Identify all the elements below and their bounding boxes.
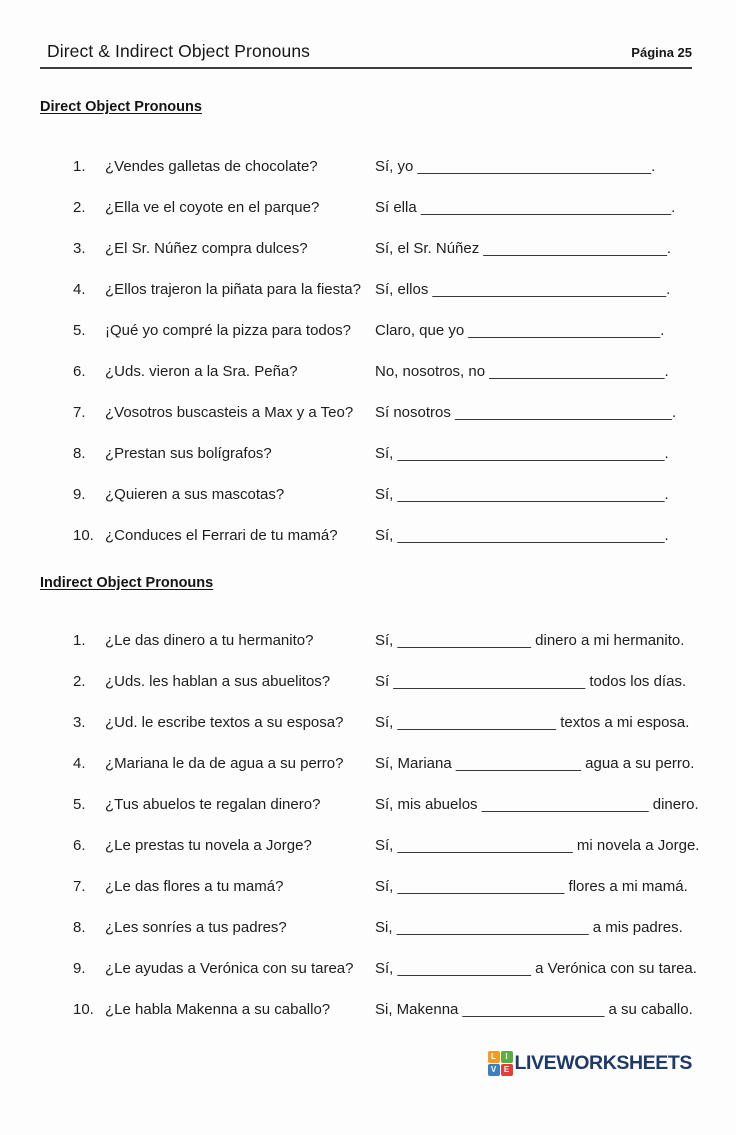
answer-text bbox=[375, 838, 699, 855]
answer-suffix: a su caballo. bbox=[604, 1000, 693, 1018]
item-number: 7. bbox=[73, 877, 86, 895]
exercise-row bbox=[40, 446, 692, 463]
answer-suffix: dinero a mi hermanito. bbox=[531, 631, 685, 649]
item-number: 6. bbox=[73, 836, 86, 854]
logo-tile: L bbox=[488, 1051, 500, 1063]
answer-suffix: a Verónica con su tarea. bbox=[531, 959, 697, 977]
question-text: ¿Ellos trajeron la piñata para la fiesta? bbox=[105, 281, 361, 298]
answer-prefix: Sí, bbox=[375, 631, 398, 649]
answer-text bbox=[375, 282, 692, 299]
exercise-row bbox=[40, 920, 692, 937]
item-number: 1. bbox=[73, 158, 86, 175]
item-number: 3. bbox=[73, 713, 86, 731]
liveworksheets-logo[interactable] bbox=[488, 1051, 693, 1076]
answer-text bbox=[375, 1002, 693, 1019]
page-number-label: Página 25 bbox=[631, 45, 692, 60]
answer-text bbox=[375, 715, 692, 732]
section-heading-direct: Direct Object Pronouns bbox=[40, 99, 202, 115]
answer-text bbox=[375, 961, 697, 978]
question-text: ¿Ud. le escribe textos a su esposa? bbox=[105, 713, 344, 731]
question-text: ¿Le das flores a tu mamá? bbox=[105, 877, 284, 895]
answer-blank[interactable]: _______________ bbox=[455, 754, 582, 772]
answer-text bbox=[375, 879, 692, 896]
answer-suffix: . bbox=[660, 322, 665, 339]
answer-blank[interactable]: ____________________________ bbox=[417, 158, 652, 175]
indirect-exercise-list bbox=[40, 631, 700, 1019]
liveworksheets-logo-icon bbox=[488, 1051, 513, 1076]
exercise-row bbox=[40, 405, 692, 422]
answer-blank[interactable]: ______________________________ bbox=[420, 199, 672, 216]
answer-text bbox=[375, 405, 692, 422]
answer-suffix: . bbox=[671, 199, 676, 216]
question-text: ¿Tus abuelos te regalan dinero? bbox=[105, 795, 321, 813]
item-number: 10. bbox=[73, 527, 94, 544]
answer-text bbox=[375, 446, 692, 463]
answer-blank[interactable]: ____________________ bbox=[397, 877, 565, 895]
answer-text bbox=[375, 528, 692, 545]
answer-text bbox=[375, 323, 692, 340]
question-text: ¿Ella ve el coyote en el parque? bbox=[105, 199, 320, 216]
question-text: ¡Qué yo compré la pizza para todos? bbox=[105, 322, 351, 339]
item-number: 5. bbox=[73, 322, 86, 339]
section-heading-indirect: Indirect Object Pronouns bbox=[40, 574, 214, 591]
answer-text bbox=[375, 364, 692, 381]
answer-suffix: . bbox=[666, 240, 672, 257]
item-number: 2. bbox=[73, 672, 86, 690]
answer-text bbox=[375, 674, 692, 691]
question-text: ¿Vosotros buscasteis a Max y a Teo? bbox=[105, 404, 354, 421]
item-number: 4. bbox=[73, 281, 86, 298]
answer-blank[interactable]: ____________________ bbox=[481, 795, 649, 813]
logo-tile: I bbox=[501, 1051, 513, 1063]
item-number: 8. bbox=[73, 445, 86, 462]
exercise-row bbox=[40, 754, 695, 773]
exercise-row bbox=[40, 323, 692, 340]
answer-prefix: Sí, bbox=[375, 836, 398, 854]
answer-prefix: Sí, bbox=[375, 527, 398, 544]
item-number: 4. bbox=[73, 754, 86, 772]
item-number: 6. bbox=[73, 363, 86, 380]
answer-blank[interactable]: __________________________ bbox=[455, 404, 672, 421]
page-header bbox=[40, 42, 692, 69]
answer-prefix: Sí, bbox=[375, 959, 398, 977]
question-text: ¿Vendes galletas de chocolate? bbox=[105, 158, 318, 175]
question-text: ¿Le das dinero a tu hermanito? bbox=[105, 631, 314, 649]
exercise-row bbox=[40, 836, 700, 855]
answer-blank[interactable]: ________________________________ bbox=[397, 486, 665, 503]
answer-prefix: Sí ella bbox=[375, 199, 421, 216]
exercise-row bbox=[40, 282, 692, 299]
answer-text bbox=[375, 920, 692, 937]
answer-blank[interactable]: _____________________ bbox=[397, 836, 573, 854]
question-text: ¿El Sr. Núñez compra dulces? bbox=[105, 240, 308, 257]
answer-prefix: No, nosotros, no bbox=[375, 363, 490, 380]
answer-suffix: flores a mi mamá. bbox=[564, 877, 688, 895]
answer-blank[interactable]: ____________________________ bbox=[432, 281, 667, 298]
logo-tile: V bbox=[488, 1064, 500, 1076]
answer-blank[interactable]: ______________________ bbox=[483, 240, 667, 257]
item-number: 2. bbox=[73, 199, 86, 216]
footer bbox=[40, 1051, 692, 1076]
question-text: ¿Le ayudas a Verónica con su tarea? bbox=[105, 959, 354, 977]
answer-text bbox=[375, 756, 694, 773]
answer-blank[interactable]: ________________ bbox=[397, 631, 531, 649]
answer-blank[interactable]: ________________________________ bbox=[397, 527, 665, 544]
answer-prefix: Sí, bbox=[375, 877, 398, 895]
answer-prefix: Sí, yo bbox=[375, 158, 418, 175]
answer-suffix: agua a su perro. bbox=[581, 754, 695, 772]
answer-suffix: . bbox=[651, 158, 656, 175]
question-text: ¿Mariana le da de agua a su perro? bbox=[105, 754, 344, 772]
answer-text bbox=[375, 159, 692, 176]
exercise-row bbox=[40, 879, 692, 896]
exercise-row bbox=[40, 633, 692, 650]
brand-text: LIVEWORKSHEETS bbox=[514, 1052, 692, 1074]
item-number: 10. bbox=[73, 1000, 94, 1018]
answer-prefix: Sí bbox=[375, 672, 394, 690]
answer-blank[interactable]: _____________________ bbox=[489, 363, 665, 380]
answer-prefix: Sí, ellos bbox=[375, 281, 433, 298]
answer-prefix: Sí, el Sr. Núñez bbox=[375, 240, 484, 257]
exercise-row bbox=[40, 241, 692, 258]
item-number: 5. bbox=[73, 795, 86, 813]
answer-blank[interactable]: _________________ bbox=[462, 1000, 605, 1018]
question-text: ¿Conduces el Ferrari de tu mamá? bbox=[105, 527, 338, 544]
answer-suffix: textos a mi esposa. bbox=[556, 713, 690, 731]
item-number: 1. bbox=[73, 631, 86, 649]
answer-suffix: a mis padres. bbox=[588, 918, 683, 936]
answer-prefix: Sí nosotros bbox=[375, 404, 456, 421]
answer-prefix: Sí, mis abuelos bbox=[375, 795, 482, 813]
answer-suffix: dinero. bbox=[648, 795, 699, 813]
answer-text bbox=[375, 633, 692, 650]
answer-text bbox=[375, 200, 692, 217]
exercise-row bbox=[40, 715, 692, 732]
answer-suffix: . bbox=[664, 486, 669, 503]
answer-blank[interactable]: _______________________ bbox=[396, 918, 589, 936]
answer-prefix: Sí, bbox=[375, 486, 398, 503]
exercise-row bbox=[40, 795, 699, 814]
answer-prefix: Sí, bbox=[375, 445, 398, 462]
question-text: ¿Les sonríes a tus padres? bbox=[105, 918, 287, 936]
answer-blank[interactable]: _______________________ bbox=[468, 322, 661, 339]
exercise-row bbox=[40, 528, 692, 545]
answer-blank[interactable]: ___________________ bbox=[397, 713, 557, 731]
direct-exercise-list bbox=[40, 159, 692, 545]
item-number: 9. bbox=[73, 486, 86, 503]
answer-text bbox=[375, 241, 692, 258]
answer-blank[interactable]: ________________ bbox=[397, 959, 531, 977]
answer-text bbox=[375, 487, 692, 504]
exercise-row bbox=[40, 1002, 692, 1019]
answer-suffix: . bbox=[671, 404, 677, 421]
answer-prefix: Sí, Mariana bbox=[375, 754, 456, 772]
exercise-row bbox=[40, 200, 692, 217]
answer-prefix: Si, Makenna bbox=[375, 1000, 463, 1018]
page-title: Direct & Indirect Object Pronouns bbox=[47, 41, 310, 61]
logo-tile: E bbox=[501, 1064, 513, 1076]
question-text: ¿Prestan sus bolígrafos? bbox=[105, 445, 272, 462]
item-number: 7. bbox=[73, 404, 86, 421]
answer-suffix: . bbox=[664, 363, 669, 380]
answer-prefix: Sí, bbox=[375, 713, 398, 731]
exercise-row bbox=[40, 364, 692, 381]
question-text: ¿Uds. vieron a la Sra. Peña? bbox=[105, 363, 298, 380]
answer-suffix: . bbox=[666, 281, 671, 298]
answer-prefix: Si, bbox=[375, 918, 397, 936]
item-number: 8. bbox=[73, 918, 86, 936]
exercise-row bbox=[40, 487, 692, 504]
question-text: ¿Le prestas tu novela a Jorge? bbox=[105, 836, 312, 854]
answer-suffix: . bbox=[664, 527, 669, 544]
item-number: 9. bbox=[73, 959, 86, 977]
question-text: ¿Le habla Makenna a su caballo? bbox=[105, 1000, 331, 1018]
answer-text bbox=[375, 797, 699, 814]
exercise-row bbox=[40, 959, 697, 978]
item-number: 3. bbox=[73, 240, 86, 257]
question-text: ¿Uds. les hablan a sus abuelitos? bbox=[105, 672, 331, 690]
exercise-row bbox=[40, 159, 692, 176]
answer-suffix: todos los días. bbox=[585, 672, 687, 690]
exercise-row bbox=[40, 674, 692, 691]
answer-blank[interactable]: _______________________ bbox=[393, 672, 586, 690]
answer-prefix: Claro, que yo bbox=[375, 322, 469, 339]
question-text: ¿Quieren a sus mascotas? bbox=[105, 486, 285, 503]
answer-suffix: . bbox=[664, 445, 669, 462]
answer-blank[interactable]: ________________________________ bbox=[397, 445, 665, 462]
answer-suffix: mi novela a Jorge. bbox=[572, 836, 700, 854]
